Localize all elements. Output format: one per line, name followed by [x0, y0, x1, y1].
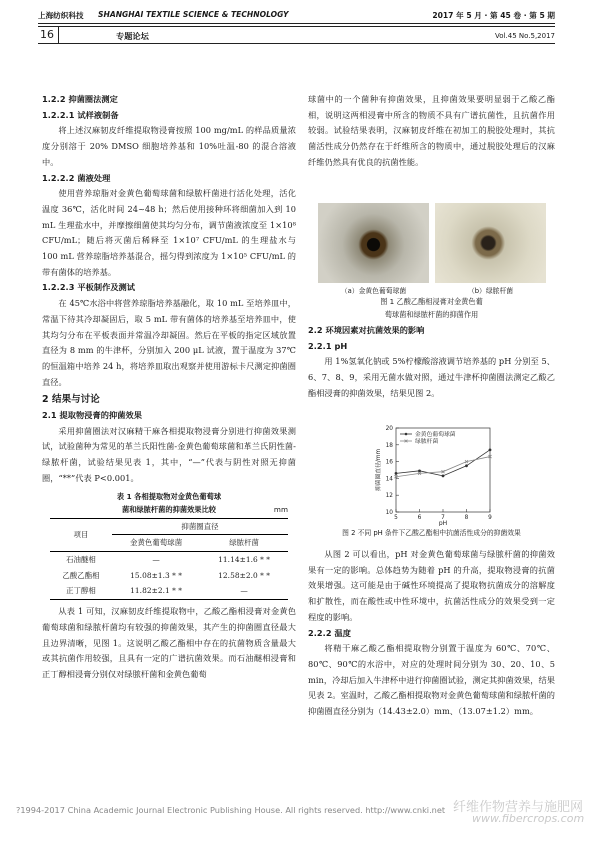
page-number: 16	[40, 28, 54, 41]
x-tick-label: 8	[464, 515, 469, 521]
table-cell: 石油醚相	[66, 554, 96, 564]
right-column	[308, 92, 555, 171]
table-row	[50, 583, 288, 599]
table-1-header-group: 抑菌圈直径	[112, 518, 288, 535]
data-point	[395, 472, 398, 475]
figure-2-chart	[308, 422, 555, 526]
table-row	[50, 551, 288, 567]
photo-staphylococcus-plate	[318, 203, 429, 283]
legend-marker	[405, 433, 408, 436]
issue-info-en: Vol.45 No.5,2017	[495, 32, 555, 40]
journal-name-cn: 上海纺织科技	[38, 11, 84, 20]
figure-1-caption-line1: 图 1 乙酸乙酯相浸膏对金黄色葡	[380, 297, 483, 306]
heading-1-2-2-2: 1.2.2.2 菌液处理	[42, 172, 111, 183]
y-tick-label: 18	[385, 442, 393, 449]
y-tick-label: 12	[385, 493, 393, 500]
table-cell: 11.82±2.1 * *	[112, 583, 200, 599]
header-rule-thin	[38, 26, 555, 27]
heading-2-2-1: 2.2.1 pH	[308, 340, 348, 351]
header-rule-bottom	[38, 43, 555, 44]
paragraph-ph-result: 从图 2 可以看出，pH 对金黄色葡萄球菌与绿脓杆菌的抑菌效果有一定的影响。总体趋势为随着 pH 的升高，提取物浸膏的抗菌效果增强。这可能是由于碱性环境提高了提取物抗菌成分的溶解度和扩散性，而在酸性或中性环境中，抗菌活性成分的效果受到一定程度的影响。	[308, 549, 555, 622]
x-tick-label: 6	[417, 515, 422, 521]
table-1-title-text: 菌和绿脓杆菌的抑菌效果比较	[121, 504, 217, 514]
data-point	[489, 448, 492, 451]
table-cell: 正丁醇相	[50, 583, 112, 599]
x-tick-label: 5	[394, 515, 398, 521]
table-1-unit: mm	[273, 504, 288, 514]
table-1-title-line1: 表 1 各相提取物对金黄色葡萄球	[116, 491, 222, 501]
journal-name-en: SHANGHAI TEXTILE SCIENCE & TECHNOLOGY	[98, 10, 289, 19]
legend-label: 金黄色葡萄球菌	[415, 432, 456, 438]
figure-1-caption-line2: 萄球菌和绿脓杆菌的抑菌作用	[384, 310, 479, 319]
figure-1-caption	[308, 295, 555, 321]
legend-label: 绿脓杆菌	[415, 439, 439, 445]
left-column	[42, 92, 296, 683]
table-cell: —	[152, 554, 160, 564]
heading-1-2-2-3: 1.2.2.3 平板制作及测试	[42, 282, 136, 293]
table-1-header-item: 项目	[50, 518, 112, 551]
paragraph-after-table: 从表 1 可知，汉麻韧皮纤维提取物中，乙酸乙酯相浸膏对金黄色葡萄球菌和绿脓杆菌均有较强的抑菌效果，其产生的抑菌圈直径最大且边界清晰，见图 1。这说明乙酸乙酯相中存在的抗菌物质含量最大或其抗菌作用较强，且具有一定的广谱抗菌效果。而石油醚相浸膏和正丁醇相浸膏分别仅对绿脓杆菌和金黄色葡萄	[42, 606, 296, 679]
right-column-section-2-2	[308, 323, 555, 402]
heading-2-1: 2.1 提取物浸膏的抑菌效果	[42, 410, 142, 421]
header-rule-top	[38, 23, 555, 24]
table-cell: 11.14±1.6 * *	[218, 554, 271, 564]
table-1	[42, 490, 296, 601]
x-tick-label: 9	[488, 515, 492, 521]
heading-2-2: 2.2 环境因素对抗菌效果的影响	[308, 325, 425, 335]
table-row	[50, 568, 288, 584]
paragraph-ph-method: 用 1%氢氧化钠或 5%柠檬酸溶液调节培养基的 pH 分别至 5、6、7、8、9，采用无菌水做对照，通过牛津杯抑菌圈法测定乙酸乙酯相浸膏的抑菌效果，结果见图 2。	[308, 356, 555, 398]
table-cell: —	[200, 583, 288, 599]
issue-info-cn: 2017 年 5 月 · 第 45 卷 · 第 5 期	[432, 11, 555, 20]
data-point	[465, 464, 468, 467]
figure-2-caption: 图 2 不同 pH 条件下乙酸乙酯相中抗菌活性成分的抑菌效果	[342, 529, 521, 537]
table-1-header-sa: 金黄色葡萄球菌	[112, 535, 200, 552]
heading-2: 2 结果与讨论	[42, 394, 100, 406]
series-line	[396, 457, 490, 477]
photo-b-label: （b）绿脓杆菌	[467, 287, 514, 295]
table-1-title-line2	[42, 503, 296, 516]
table-1-header-pa: 绿脓杆菌	[200, 535, 288, 552]
paragraph-bacteria: 使用营养琼脂对金黄色葡萄球菌和绿脓杆菌进行活化处理，活化温度 36℃，活化时间 24~48 h；然后使用接种环将细菌加入到 10 mL 生理盐水中，并摩擦细菌使其均匀分布，调节菌液浓度至 1×10⁸ CFU/mL；随后将灭菌后稀释至 1×10⁷ CFU/mL 的生理盐水与 100 mL 营养琼脂培养基混合，摇匀得到浓度为 1×10⁵ CFU/mL 的带有菌体的培养基。	[42, 188, 296, 277]
heading-1-2-2-1: 1.2.2.1 试样液制备	[42, 109, 119, 120]
table-cell: 15.08±1.3 * *	[130, 570, 183, 580]
paragraph-continued: 球菌中的一个菌种有抑菌效果，且抑菌效果要明显弱于乙酸乙酯相，说明这两相浸膏中所含的物质不具有广谱抗菌性，且抗菌作用较弱。试验结果表明，汉麻韧皮纤维在初加工的脱胶处理时，其抗菌活性成分仍然存在于纤维所含的物质中，通过脱胶处理后的汉麻纤维仍然具有优良的抗菌性能。	[308, 94, 555, 167]
paragraph-sample-prep: 将上述汉麻韧皮纤维提取物浸膏按照 100 mg/mL 的样品质量浓度分别溶于 20% DMSO 细胞培养基和 10%吐温-80 的混合溶液中。	[42, 125, 296, 167]
paragraph-temperature: 将精干麻乙酸乙酯相提取物分别置于温度为 60℃、70℃、80℃、90℃的水浴中，对应的处理时间分别为 30、20、10、5 min，冷却后加入牛津杯中进行抑菌圈试验，测定其抑菌效果，结果见表 2。室温时，乙酸乙酯相提取物对金黄色葡萄球菌和绿脓杆菌的抑菌圈直径分别为（14.43±2.0）mm、（13.07±1.2）mm。	[308, 643, 555, 717]
paragraph-results: 采用抑菌圈法对汉麻精干麻各相提取物浸膏分别进行抑菌效果测试，试验菌种为常见的革兰氏阳性菌-金黄色葡萄球菌和革兰氏阴性菌-绿脓杆菌，试验结果见表 1，其中，“—”代表与阴性对照无抑菌圈，“**”代表 P<0.001。	[42, 425, 296, 483]
photo-a-label: （a）金黄色葡萄球菌	[340, 287, 407, 295]
heading-1-2-2: 1.2.2 抑菌圈法测定	[42, 94, 118, 104]
data-point	[442, 474, 445, 477]
paragraph-plate: 在 45℃水浴中将营养琼脂培养基融化，取 10 mL 至培养皿中，常温下待其冷却凝固后，取 5 mL 带有菌体的培养基至培养皿中，使其均匀分布在平板表面并常温冷却凝固。然后在平板的指定区域放置直径为 8 mm 的牛津杯，分别加入 200 μL 试液，置于温度为 37℃的恒温箱中培养 24 h，将培养皿取出观察并使用游标卡尺测定抑菌圈直径。	[42, 298, 296, 387]
table-cell: 乙酸乙酯相	[62, 570, 100, 580]
copyright-notice: ?1994-2017 China Academic Journal Electronic Publishing House. All rights reserved. http://www.cnki.net	[16, 805, 446, 815]
right-column-lower	[308, 547, 555, 720]
photo-pseudomonas-plate	[435, 203, 546, 283]
y-tick-label: 20	[385, 426, 393, 432]
watermark-text: 纤维作物营养与施肥网	[453, 800, 584, 815]
table-1-grid	[50, 518, 288, 601]
page-number-divider	[58, 27, 59, 43]
x-axis-label: pH	[438, 520, 448, 526]
y-tick-label: 10	[385, 510, 393, 516]
x-tick-label: 7	[441, 515, 445, 521]
watermark-url: www.fibercrops.com	[472, 812, 585, 825]
y-tick-label: 16	[385, 459, 393, 466]
y-tick-label: 14	[385, 476, 393, 483]
heading-2-2-2: 2.2.2 温度	[308, 627, 351, 638]
section-title: 专题论坛	[116, 31, 149, 41]
y-axis-label: 抑菌圈直径/mm	[376, 448, 382, 492]
table-cell: 12.58±2.0 * *	[218, 570, 271, 580]
